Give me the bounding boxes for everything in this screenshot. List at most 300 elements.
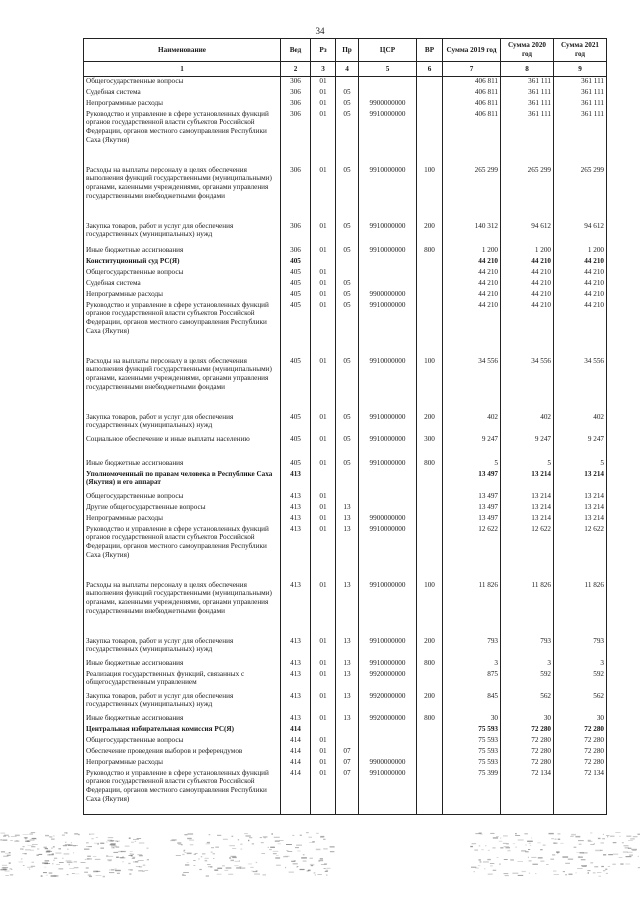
cell-sum-2021: 5 xyxy=(554,459,607,470)
cell-ved: 413 xyxy=(281,525,311,581)
cell-pr xyxy=(336,725,359,736)
cell-vr xyxy=(417,525,443,581)
cell-name: Центральная избирательная комиссия РС(Я) xyxy=(84,725,281,736)
cell-csr: 9910000000 xyxy=(359,769,417,815)
cell-vr: 200 xyxy=(417,222,443,246)
cell-csr xyxy=(359,492,417,503)
cell-pr: 13 xyxy=(336,714,359,725)
table-row xyxy=(84,222,607,246)
cell-sum-2019: 75 593 xyxy=(443,725,501,736)
table-row xyxy=(84,279,607,290)
cell-sum-2019: 9 247 xyxy=(443,435,501,459)
cell-pr xyxy=(336,77,359,88)
cell-pr xyxy=(336,470,359,492)
cell-sum-2021: 72 280 xyxy=(554,725,607,736)
cell-sum-2021: 402 xyxy=(554,413,607,435)
cell-rz: 01 xyxy=(311,659,336,670)
cell-csr: 9910000000 xyxy=(359,222,417,246)
cell-pr: 05 xyxy=(336,413,359,435)
cell-vr xyxy=(417,503,443,514)
table-row xyxy=(84,413,607,435)
table-row xyxy=(84,88,607,99)
table-row xyxy=(84,492,607,503)
cell-sum-2019: 406 811 xyxy=(443,110,501,166)
cell-pr: 07 xyxy=(336,747,359,758)
cell-sum-2019: 44 210 xyxy=(443,290,501,301)
cell-sum-2019: 1 200 xyxy=(443,246,501,257)
table-row xyxy=(84,166,607,222)
cell-csr: 9910000000 xyxy=(359,246,417,257)
cell-rz: 01 xyxy=(311,758,336,769)
cell-sum-2021: 361 111 xyxy=(554,77,607,88)
header-sum-2019: Сумма 2019 год xyxy=(443,39,501,62)
cell-rz: 01 xyxy=(311,525,336,581)
table-row xyxy=(84,470,607,492)
cell-ved: 405 xyxy=(281,459,311,470)
cell-name: Расходы на выплаты персоналу в целях обеспечения выполнения функций государственными (муниципальными) органами, казенными учреждениями, органами управления государственными внебюджетными фондами xyxy=(84,581,281,637)
cell-pr xyxy=(336,257,359,268)
cell-ved: 405 xyxy=(281,257,311,268)
header-name: Наименование xyxy=(84,39,281,62)
table-row xyxy=(84,747,607,758)
cell-rz: 01 xyxy=(311,290,336,301)
cell-pr: 13 xyxy=(336,670,359,692)
cell-pr: 13 xyxy=(336,659,359,670)
cell-pr: 05 xyxy=(336,301,359,357)
cell-rz xyxy=(311,257,336,268)
cell-rz: 01 xyxy=(311,246,336,257)
cell-sum-2020: 11 826 xyxy=(501,581,554,637)
cell-vr: 200 xyxy=(417,637,443,659)
cell-sum-2020: 402 xyxy=(501,413,554,435)
cell-rz: 01 xyxy=(311,747,336,758)
cell-sum-2019: 12 622 xyxy=(443,525,501,581)
cell-csr xyxy=(359,725,417,736)
cell-sum-2019: 13 497 xyxy=(443,514,501,525)
cell-sum-2019: 140 312 xyxy=(443,222,501,246)
column-number: 6 xyxy=(417,62,443,77)
cell-name: Руководство и управление в сфере установленных функций органов государственной власти субъектов Российской Федерации, органов местного самоуправления Республики Саха (Якутия) xyxy=(84,301,281,357)
column-number: 9 xyxy=(554,62,607,77)
table-row xyxy=(84,99,607,110)
cell-pr: 05 xyxy=(336,246,359,257)
cell-sum-2020: 361 111 xyxy=(501,88,554,99)
cell-rz: 01 xyxy=(311,222,336,246)
cell-name: Закупка товаров, работ и услуг для обеспечения государственных (муниципальных) нужд xyxy=(84,637,281,659)
cell-sum-2019: 406 811 xyxy=(443,99,501,110)
cell-csr: 9910000000 xyxy=(359,110,417,166)
cell-sum-2020: 5 xyxy=(501,459,554,470)
cell-ved: 405 xyxy=(281,357,311,413)
cell-csr xyxy=(359,279,417,290)
cell-vr: 200 xyxy=(417,413,443,435)
cell-ved: 306 xyxy=(281,88,311,99)
cell-name: Судебная система xyxy=(84,88,281,99)
cell-ved: 413 xyxy=(281,492,311,503)
cell-sum-2019: 44 210 xyxy=(443,279,501,290)
cell-vr xyxy=(417,514,443,525)
cell-vr xyxy=(417,88,443,99)
cell-sum-2019: 44 210 xyxy=(443,301,501,357)
cell-csr: 9910000000 xyxy=(359,637,417,659)
cell-csr xyxy=(359,470,417,492)
cell-ved: 405 xyxy=(281,279,311,290)
cell-csr: 9910000000 xyxy=(359,659,417,670)
cell-sum-2021: 361 111 xyxy=(554,88,607,99)
cell-sum-2021: 13 214 xyxy=(554,503,607,514)
cell-sum-2020: 44 210 xyxy=(501,290,554,301)
cell-csr: 9920000000 xyxy=(359,670,417,692)
cell-pr: 13 xyxy=(336,637,359,659)
cell-sum-2021: 265 299 xyxy=(554,166,607,222)
cell-rz: 01 xyxy=(311,670,336,692)
cell-sum-2021: 44 210 xyxy=(554,268,607,279)
cell-rz: 01 xyxy=(311,279,336,290)
cell-csr: 9910000000 xyxy=(359,301,417,357)
cell-sum-2019: 875 xyxy=(443,670,501,692)
cell-name: Общегосударственные вопросы xyxy=(84,736,281,747)
cell-csr: 9910000000 xyxy=(359,166,417,222)
column-number: 7 xyxy=(443,62,501,77)
cell-name: Иные бюджетные ассигнования xyxy=(84,246,281,257)
cell-vr: 100 xyxy=(417,357,443,413)
cell-sum-2020: 72 134 xyxy=(501,769,554,815)
cell-vr xyxy=(417,257,443,268)
cell-sum-2020: 13 214 xyxy=(501,514,554,525)
budget-table xyxy=(83,38,607,815)
cell-name: Непрограммные расходы xyxy=(84,758,281,769)
cell-pr: 13 xyxy=(336,514,359,525)
cell-pr: 05 xyxy=(336,279,359,290)
cell-rz: 01 xyxy=(311,110,336,166)
cell-ved: 306 xyxy=(281,222,311,246)
cell-name: Иные бюджетные ассигнования xyxy=(84,459,281,470)
cell-csr: 9910000000 xyxy=(359,357,417,413)
cell-sum-2021: 361 111 xyxy=(554,110,607,166)
cell-vr: 800 xyxy=(417,714,443,725)
cell-sum-2019: 5 xyxy=(443,459,501,470)
table-row xyxy=(84,435,607,459)
cell-csr: 9910000000 xyxy=(359,459,417,470)
cell-sum-2021: 44 210 xyxy=(554,279,607,290)
column-number: 2 xyxy=(281,62,311,77)
cell-name: Руководство и управление в сфере установленных функций органов государственной власти субъектов Российской Федерации, органов местного самоуправления Республики Саха (Якутия) xyxy=(84,769,281,815)
cell-name: Общегосударственные вопросы xyxy=(84,268,281,279)
cell-vr xyxy=(417,758,443,769)
cell-name: Обеспечение проведения выборов и референдумов xyxy=(84,747,281,758)
cell-sum-2019: 75 593 xyxy=(443,758,501,769)
cell-sum-2019: 793 xyxy=(443,637,501,659)
cell-ved: 413 xyxy=(281,692,311,714)
cell-name: Руководство и управление в сфере установленных функций органов государственной власти субъектов Российской Федерации, органов местного самоуправления Республики Саха (Якутия) xyxy=(84,525,281,581)
cell-sum-2021: 44 210 xyxy=(554,301,607,357)
cell-sum-2021: 34 556 xyxy=(554,357,607,413)
cell-ved: 306 xyxy=(281,110,311,166)
cell-sum-2021: 13 214 xyxy=(554,492,607,503)
cell-rz: 01 xyxy=(311,413,336,435)
cell-name: Закупка товаров, работ и услуг для обеспечения государственных (муниципальных) нужд xyxy=(84,222,281,246)
cell-pr: 05 xyxy=(336,435,359,459)
cell-pr: 13 xyxy=(336,525,359,581)
cell-pr: 05 xyxy=(336,88,359,99)
cell-rz: 01 xyxy=(311,514,336,525)
cell-sum-2021: 11 826 xyxy=(554,581,607,637)
cell-ved: 413 xyxy=(281,714,311,725)
table-row xyxy=(84,246,607,257)
table-row xyxy=(84,525,607,581)
cell-ved: 306 xyxy=(281,99,311,110)
cell-sum-2019: 265 299 xyxy=(443,166,501,222)
cell-sum-2019: 13 497 xyxy=(443,470,501,492)
cell-name: Иные бюджетные ассигнования xyxy=(84,714,281,725)
cell-sum-2020: 1 200 xyxy=(501,246,554,257)
cell-pr: 05 xyxy=(336,166,359,222)
table-row xyxy=(84,736,607,747)
cell-vr xyxy=(417,99,443,110)
cell-pr xyxy=(336,736,359,747)
cell-ved: 413 xyxy=(281,470,311,492)
cell-ved: 413 xyxy=(281,659,311,670)
cell-pr: 05 xyxy=(336,290,359,301)
cell-sum-2021: 361 111 xyxy=(554,99,607,110)
header-vr: ВР xyxy=(417,39,443,62)
cell-name: Непрограммные расходы xyxy=(84,99,281,110)
table-row xyxy=(84,714,607,725)
cell-sum-2021: 793 xyxy=(554,637,607,659)
table-row xyxy=(84,357,607,413)
cell-csr: 9910000000 xyxy=(359,581,417,637)
cell-name: Социальное обеспечение и иные выплаты населению xyxy=(84,435,281,459)
cell-vr xyxy=(417,747,443,758)
cell-sum-2020: 361 111 xyxy=(501,99,554,110)
cell-sum-2020: 361 111 xyxy=(501,77,554,88)
cell-vr: 100 xyxy=(417,581,443,637)
table-row xyxy=(84,290,607,301)
cell-rz: 01 xyxy=(311,581,336,637)
cell-sum-2020: 793 xyxy=(501,637,554,659)
cell-csr: 9920000000 xyxy=(359,714,417,725)
table-row xyxy=(84,514,607,525)
cell-vr: 100 xyxy=(417,166,443,222)
table-row xyxy=(84,257,607,268)
table-body xyxy=(84,77,607,815)
cell-sum-2021: 592 xyxy=(554,670,607,692)
cell-pr: 05 xyxy=(336,357,359,413)
cell-sum-2019: 30 xyxy=(443,714,501,725)
cell-ved: 414 xyxy=(281,769,311,815)
cell-rz: 01 xyxy=(311,503,336,514)
cell-sum-2019: 406 811 xyxy=(443,77,501,88)
table-row xyxy=(84,581,607,637)
cell-pr: 13 xyxy=(336,692,359,714)
cell-vr xyxy=(417,290,443,301)
cell-pr: 05 xyxy=(336,99,359,110)
cell-sum-2019: 3 xyxy=(443,659,501,670)
cell-ved: 414 xyxy=(281,747,311,758)
table-row xyxy=(84,637,607,659)
cell-sum-2019: 44 210 xyxy=(443,257,501,268)
table-row xyxy=(84,459,607,470)
cell-sum-2020: 44 210 xyxy=(501,257,554,268)
table-row xyxy=(84,692,607,714)
cell-sum-2020: 44 210 xyxy=(501,279,554,290)
cell-sum-2021: 30 xyxy=(554,714,607,725)
header-row xyxy=(84,39,607,62)
cell-name: Судебная система xyxy=(84,279,281,290)
cell-sum-2020: 13 214 xyxy=(501,503,554,514)
cell-ved: 306 xyxy=(281,246,311,257)
cell-vr: 800 xyxy=(417,659,443,670)
cell-rz: 01 xyxy=(311,736,336,747)
cell-sum-2020: 361 111 xyxy=(501,110,554,166)
cell-csr: 9900000000 xyxy=(359,758,417,769)
cell-sum-2019: 13 497 xyxy=(443,503,501,514)
cell-sum-2021: 9 247 xyxy=(554,435,607,459)
cell-csr xyxy=(359,77,417,88)
cell-rz: 01 xyxy=(311,714,336,725)
cell-pr: 05 xyxy=(336,459,359,470)
cell-ved: 413 xyxy=(281,670,311,692)
cell-sum-2019: 75 399 xyxy=(443,769,501,815)
cell-sum-2019: 13 497 xyxy=(443,492,501,503)
column-number-row xyxy=(84,62,607,77)
cell-sum-2020: 13 214 xyxy=(501,492,554,503)
cell-vr xyxy=(417,301,443,357)
cell-csr: 9900000000 xyxy=(359,99,417,110)
cell-sum-2020: 72 280 xyxy=(501,736,554,747)
cell-csr xyxy=(359,257,417,268)
cell-vr xyxy=(417,769,443,815)
cell-sum-2020: 30 xyxy=(501,714,554,725)
cell-vr xyxy=(417,736,443,747)
cell-pr: 05 xyxy=(336,222,359,246)
cell-vr: 800 xyxy=(417,459,443,470)
header-rz: Рз xyxy=(311,39,336,62)
cell-sum-2020: 72 280 xyxy=(501,747,554,758)
cell-sum-2019: 402 xyxy=(443,413,501,435)
cell-pr: 13 xyxy=(336,503,359,514)
cell-sum-2020: 44 210 xyxy=(501,268,554,279)
cell-pr: 07 xyxy=(336,758,359,769)
cell-ved: 306 xyxy=(281,77,311,88)
cell-sum-2019: 75 593 xyxy=(443,736,501,747)
cell-csr: 9910000000 xyxy=(359,525,417,581)
cell-sum-2020: 72 280 xyxy=(501,758,554,769)
cell-rz: 01 xyxy=(311,637,336,659)
cell-ved: 413 xyxy=(281,514,311,525)
cell-sum-2020: 9 247 xyxy=(501,435,554,459)
cell-csr xyxy=(359,747,417,758)
column-number: 5 xyxy=(359,62,417,77)
cell-name: Конституционный суд РС(Я) xyxy=(84,257,281,268)
cell-ved: 405 xyxy=(281,413,311,435)
cell-rz: 01 xyxy=(311,435,336,459)
cell-sum-2020: 12 622 xyxy=(501,525,554,581)
cell-rz: 01 xyxy=(311,301,336,357)
cell-sum-2020: 94 612 xyxy=(501,222,554,246)
cell-name: Руководство и управление в сфере установленных функций органов государственной власти субъектов Российской Федерации, органов местного самоуправления Республики Саха (Якутия) xyxy=(84,110,281,166)
cell-name: Иные бюджетные ассигнования xyxy=(84,659,281,670)
cell-sum-2021: 13 214 xyxy=(554,470,607,492)
cell-vr xyxy=(417,279,443,290)
cell-csr xyxy=(359,268,417,279)
cell-sum-2021: 12 622 xyxy=(554,525,607,581)
cell-name: Закупка товаров, работ и услуг для обеспечения государственных (муниципальных) нужд xyxy=(84,413,281,435)
cell-sum-2019: 11 826 xyxy=(443,581,501,637)
header-csr: ЦСР xyxy=(359,39,417,62)
table-row xyxy=(84,758,607,769)
cell-name: Реализация государственных функций, связанных с общегосударственным управлением xyxy=(84,670,281,692)
page-number: 34 xyxy=(315,26,325,36)
cell-rz: 01 xyxy=(311,166,336,222)
cell-csr xyxy=(359,503,417,514)
cell-name: Уполномоченный по правам человека в Республике Саха (Якутия) и его аппарат xyxy=(84,470,281,492)
cell-name: Расходы на выплаты персоналу в целях обеспечения выполнения функций государственными (муниципальными) органами, казенными учреждениями, органами управления государственными внебюджетными фондами xyxy=(84,357,281,413)
cell-pr xyxy=(336,268,359,279)
cell-csr: 9910000000 xyxy=(359,413,417,435)
cell-rz: 01 xyxy=(311,88,336,99)
cell-sum-2021: 72 280 xyxy=(554,736,607,747)
cell-vr xyxy=(417,670,443,692)
column-number: 4 xyxy=(336,62,359,77)
scan-artifact-strip xyxy=(0,828,640,888)
cell-ved: 306 xyxy=(281,166,311,222)
cell-csr xyxy=(359,88,417,99)
table-row xyxy=(84,301,607,357)
cell-csr: 9900000000 xyxy=(359,514,417,525)
cell-sum-2019: 44 210 xyxy=(443,268,501,279)
cell-csr xyxy=(359,736,417,747)
cell-sum-2019: 75 593 xyxy=(443,747,501,758)
cell-sum-2021: 562 xyxy=(554,692,607,714)
cell-sum-2021: 44 210 xyxy=(554,290,607,301)
cell-rz: 01 xyxy=(311,77,336,88)
cell-rz: 01 xyxy=(311,769,336,815)
cell-rz: 01 xyxy=(311,357,336,413)
cell-vr: 200 xyxy=(417,692,443,714)
table-row xyxy=(84,268,607,279)
cell-sum-2020: 72 280 xyxy=(501,725,554,736)
cell-vr xyxy=(417,725,443,736)
cell-ved: 414 xyxy=(281,736,311,747)
cell-sum-2021: 72 280 xyxy=(554,758,607,769)
header-ved: Вед xyxy=(281,39,311,62)
cell-sum-2021: 72 134 xyxy=(554,769,607,815)
cell-ved: 405 xyxy=(281,301,311,357)
cell-ved: 405 xyxy=(281,268,311,279)
cell-ved: 414 xyxy=(281,725,311,736)
cell-rz xyxy=(311,470,336,492)
cell-sum-2021: 1 200 xyxy=(554,246,607,257)
cell-sum-2021: 3 xyxy=(554,659,607,670)
column-number: 1 xyxy=(84,62,281,77)
cell-vr: 300 xyxy=(417,435,443,459)
cell-pr: 07 xyxy=(336,769,359,815)
cell-ved: 414 xyxy=(281,758,311,769)
cell-pr: 13 xyxy=(336,581,359,637)
cell-sum-2021: 94 612 xyxy=(554,222,607,246)
cell-sum-2019: 34 556 xyxy=(443,357,501,413)
cell-sum-2020: 44 210 xyxy=(501,301,554,357)
table-row xyxy=(84,77,607,88)
cell-name: Другие общегосударственные вопросы xyxy=(84,503,281,514)
cell-ved: 405 xyxy=(281,435,311,459)
cell-ved: 413 xyxy=(281,581,311,637)
cell-rz: 01 xyxy=(311,492,336,503)
column-number: 8 xyxy=(501,62,554,77)
cell-sum-2020: 3 xyxy=(501,659,554,670)
header-pr: Пр xyxy=(336,39,359,62)
